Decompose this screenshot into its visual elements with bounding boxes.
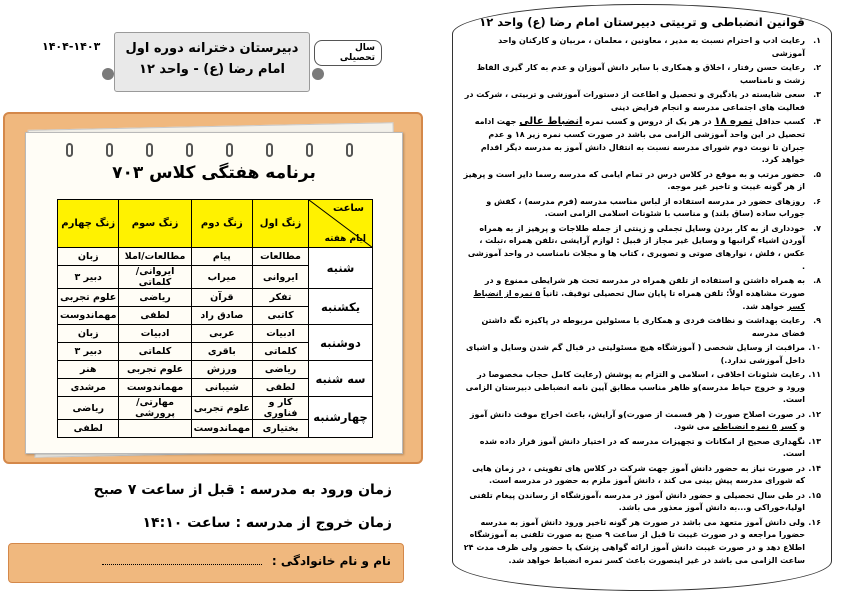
table-row xyxy=(58,248,373,266)
student-name-bar xyxy=(8,543,404,583)
schedule-title: برنامه هفتگی کلاس ۷۰۳ xyxy=(112,163,316,183)
teacher-cell: دبیر ۳ xyxy=(58,266,119,289)
subject-cell: زبان xyxy=(58,248,119,266)
bell-header: زنگ سوم xyxy=(119,200,191,248)
teacher-cell: کلماتی xyxy=(119,343,191,361)
binder-ring-icon xyxy=(306,143,313,157)
school-name-line2: امام رضا (ع) - واحد ۱۲ xyxy=(139,62,285,77)
rule-item: ۱۰. مراقبت از وسایل شخصی ( آموزشگاه هیچ مسئولیتی در قبال گم شدن وسایل و اشیای داخل آموزشی ندارد.) xyxy=(466,342,821,365)
rule-item: ۱. رعایت ادب و احترام نسبت به مدیر ، معاونین ، معلمان ، مربیان و کارکنان واحد آموزشی xyxy=(498,36,821,58)
table-row xyxy=(58,397,373,420)
subject-cell: ادبیات xyxy=(253,325,309,343)
day-cell: سه شنبه xyxy=(309,361,373,397)
subject-cell: علوم تجربی xyxy=(58,289,119,307)
corner-hour-label: ساعت xyxy=(332,203,364,214)
teacher-cell: لطفی xyxy=(253,379,309,397)
year-range: ۱۴۰۴-۱۴۰۳ xyxy=(42,40,101,53)
corner-header-cell xyxy=(309,200,373,248)
day-cell: شنبه xyxy=(309,248,373,289)
school-name-line1: دبیرستان دخترانه دوره اول xyxy=(125,41,299,56)
binder-ring-icon xyxy=(186,143,193,157)
teacher-cell xyxy=(119,420,191,438)
student-name-label: نام و نام خانوادگی : xyxy=(271,554,391,568)
grade-requirement: نمره ۱۸ xyxy=(714,115,753,127)
subject-cell: عربی xyxy=(191,325,252,343)
day-cell: دوشنبه xyxy=(309,325,373,361)
header-row xyxy=(42,32,382,92)
table-header-row xyxy=(58,200,373,248)
teacher-cell: لطفی xyxy=(58,420,119,438)
subject-cell: ادبیات xyxy=(119,325,191,343)
rule-item: ۷. خودداری از به کار بردن وسایل تجملی و زینتی از جمله طلاجات و پرهیز از به همراه آوردن اشیاء گرانبها و وسایل غیر مجاز از قبیل : لوازم آرایشی ،تلفن همراه ،تبلت ، عکس ، فلش ، نوارهای صوتی و تصویری ، کتاب ها و مجلات نامناسب در واحد آموزشی . xyxy=(467,223,821,271)
corner-days-label: ایام هفته xyxy=(324,234,366,244)
teacher-cell: میراب xyxy=(191,266,252,289)
binder-ring-icon xyxy=(226,143,233,157)
rule-item: ۱۶. ولی دانش آموز متعهد می باشد در صورت هر گونه تاخیر ورود دانش آموز به مدرسه حضورا مراجعه و در صورت غیبت تا قبل از ساعت ۹ صبح به صورت تلفنی به آموزشگاه اطلاع دهد و در صورت غیبت دانش آموز ارائه گواهی پزشک یا حضور ولی ظرف مدت ۲۴ ساعت الزامی می باشد در غیر اینصورت باعث کسر نمره انضباط خواهد شد. xyxy=(463,517,821,565)
subject-cell: هنر xyxy=(58,361,119,379)
teacher-cell: لطفی xyxy=(119,307,191,325)
binder-ring-icon xyxy=(66,143,73,157)
student-name-blank xyxy=(102,564,262,565)
teacher-cell: ایروانی xyxy=(253,266,309,289)
rule-item: ۱۴. در صورت نیاز به حضور دانش آموز جهت شرکت در کلاس های تقویتی ، در زمان هایی که شورای مدرسه پیش بینی می کند ، دانش آموز ملزم به حضور در مدرسه است. xyxy=(472,463,821,486)
rules-list xyxy=(463,35,821,569)
subject-cell: پیام xyxy=(191,248,252,266)
rule-item: ۹. رعایت بهداشت و نظافت فردی و همکاری با مسئولین مربوطه در پاکیزه نگه داشتن فضای مدرسه xyxy=(481,315,821,338)
subject-cell: کار و فناوری xyxy=(253,397,309,420)
subject-cell: ریاضی xyxy=(58,397,119,420)
subject-cell: قرآن xyxy=(191,289,252,307)
teacher-cell: صادق راد xyxy=(191,307,252,325)
subject-cell: ریاضی xyxy=(253,361,309,379)
teacher-cell: شیبانی xyxy=(191,379,252,397)
binder-ring-icon xyxy=(266,143,273,157)
day-cell: یکشنبه xyxy=(309,289,373,325)
subject-cell: ورزش xyxy=(191,361,252,379)
teacher-cell: مرشدی xyxy=(58,379,119,397)
teacher-cell: دبیر ۳ xyxy=(58,343,119,361)
subject-cell: زبان xyxy=(58,325,119,343)
subject-cell: علوم تجربی xyxy=(119,361,191,379)
schedule-paper xyxy=(25,132,403,454)
subject-cell: ریاضی xyxy=(119,289,191,307)
teacher-cell: کاتبی xyxy=(253,307,309,325)
year-label: سال تحصیلی xyxy=(314,40,382,66)
rule-item: ۴. کسب حداقل نمره ۱۸ در هر یک از دروس و کسب نمره انضباط عالی جهت ادامه تحصیل در این واحد آموزشی الزامی می باشد در صورت کسب نمره زیر ۱۸ و عدم جبران تا نوبت دوم شورای مدرسه نسبت به انتقال دانش آموز به مدرسه دیگر اقدام خواهد کرد. xyxy=(474,115,821,165)
binder-ring-icon xyxy=(346,143,353,157)
rules-panel xyxy=(452,4,832,591)
table-row xyxy=(58,325,373,343)
subject-cell: مطالعات/املا xyxy=(119,248,191,266)
subject-cell: علوم تجربی xyxy=(191,397,252,420)
subject-cell: تفکر xyxy=(253,289,309,307)
teacher-cell: مهماندوست xyxy=(191,420,252,438)
weekly-schedule-table xyxy=(57,199,373,438)
rule-item: ۳. سعی شایسته در یادگیری و تحصیل و اطاعت از دستورات آموزشی و تربیتی ، شرکت در فعالیت های اجتماعی مدرسه و انجام فرایض دینی xyxy=(464,89,821,112)
subject-cell: مطالعات xyxy=(253,248,309,266)
rule-item: ۱۳. نگهداری صحیح از امکانات و تجهیزات مدرسه که در اختیار دانش آموز قرار داده شده است. xyxy=(479,436,821,459)
table-row xyxy=(58,289,373,307)
rule-item: ۱۱. رعایت شئونات اخلاقی ، اسلامی و التزام به پوشش (رعایت کامل حجاب مخصوصا در ورود و خروج حیاط مدرسه)و ظاهر مناسب مطابق آیین نامه انضباطی دبیرستان الزامی است. xyxy=(465,369,821,405)
teacher-cell: مهماندوست xyxy=(119,379,191,397)
binder-ring-icon xyxy=(146,143,153,157)
teacher-cell: بختیاری xyxy=(253,420,309,438)
entry-time-text: زمان ورود به مدرسه : قبل از ساعت ۷ صبح xyxy=(93,482,392,498)
teacher-cell: مهماندوست xyxy=(58,307,119,325)
bell-header: زنگ دوم xyxy=(191,200,252,248)
day-cell: چهارشنبه xyxy=(309,397,373,438)
subject-cell: مهارتی/پرورشی xyxy=(119,397,191,420)
rule-item: ۵. حضور مرتب و به موقع در کلاس درس در تمام ایامی که مدرسه رسما دایر است و پرهیز از هر گونه غیبت و تاخیر غیر موجه. xyxy=(463,169,821,192)
rule-item: ۱۵. در طی سال تحصیلی و حضور دانش آموز در مدرسه ،آموزشگاه از رساندن پیغام تلفنی اولیا،خوراکی و...به دانش آموز معذور می باشد. xyxy=(469,490,821,513)
rule-item: ۱۲. در صورت اصلاح صورت ( هر قسمت از صورت)و آرایش، باعث اخراج موقت دانش آموز و کسر ۵ نمره انضباطی می شود. xyxy=(469,409,821,432)
penalty-text: کسر ۵ نمره انضباطی xyxy=(712,422,798,432)
discipline-requirement: انضباط عالی xyxy=(519,115,583,127)
pin-icon xyxy=(312,68,324,80)
rule-item: ۲. رعایت حسن رفتار ، اخلاق و همکاری با سایر دانش آموزان و عدم به کار گیری الفاظ زشت و نامناسب xyxy=(476,62,821,85)
teacher-cell: ایروانی/کلماتی xyxy=(119,266,191,289)
teacher-cell: کلماتی xyxy=(253,343,309,361)
school-title-box xyxy=(114,32,310,92)
penalty-text: ۵ نمره از انضباط کسر xyxy=(473,288,805,311)
rule-item: ۸. به همراه داشتن و استفاده از تلفن همراه در مدرسه تحت هر شرایطی ممنوع و در صورت مشاهده اولاً: تلفن همراه تا پایان سال تحصیلی توقیف. ثانیاً ۵ نمره از انضباط کسر خواهد شد. xyxy=(473,276,821,311)
table-row xyxy=(58,361,373,379)
binder-ring-icon xyxy=(106,143,113,157)
corkboard xyxy=(3,112,423,464)
bell-header: زنگ چهارم xyxy=(58,200,119,248)
teacher-cell: باقری xyxy=(191,343,252,361)
rule-item: ۶. روزهای حضور در مدرسه استفاده از لباس مناسب مدرسه (فرم مدرسه) ، کفش و جوراب ساده (ساق بلند) و مناسب با شئونات اسلامی الزامی است. xyxy=(486,196,821,219)
pin-icon xyxy=(102,68,114,80)
rules-title: قوانین انضباطی و تربیتی دبیرستان امام رضا (ع) واحد ۱۲ xyxy=(479,15,805,29)
exit-time-text: زمان خروج از مدرسه : ساعت ۱۴:۱۰ xyxy=(142,515,392,531)
bell-header: زنگ اول xyxy=(253,200,309,248)
